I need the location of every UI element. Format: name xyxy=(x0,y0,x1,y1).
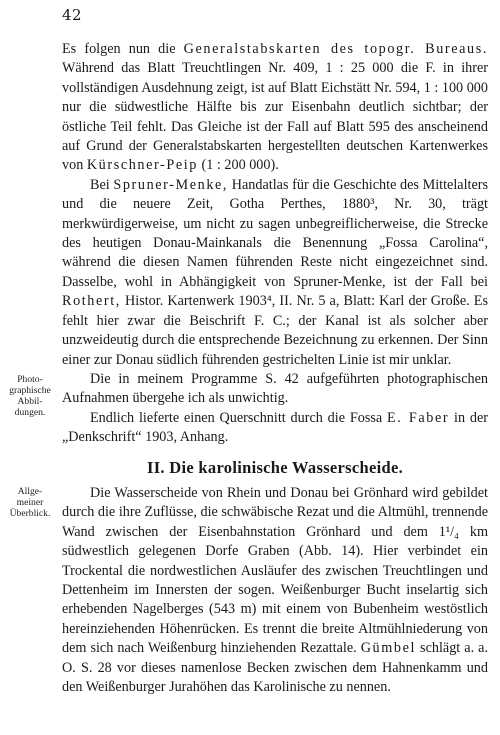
margin-note-line: meiner xyxy=(16,497,44,508)
paragraph-wasserscheide xyxy=(62,484,488,697)
section-heading: II. Die karolinische Wasserscheide. xyxy=(146,457,404,477)
text-run: Die Wasserscheide von Rhein und Donau bei Grönhard wird gebildet durch die ihre Zuflüsse, die schwäbische Rezat und die Altmühl, trennende Wand zwischen der Eisenbahnstation Grönhard und dem 1¹/₄ km südwestlich gelegenen Dorfe Graben (Abb. 14). Hier verbindet ein Trockental die nordwestlichen Ausläufer des zwischen Treuchtlingen und Dettenheim im Innersten der sogen. Weißenburger Bucht inselartig sich erhebenden Nagelberges (543 m) mit einem von Bubenheim westöstlich hereinziehenden Höhenrücken. Es trennt die breite Altmühlniederung von dem sich nach Weißenburg hinziehenden Rezattale. xyxy=(62,484,488,657)
text-run: (1 : 200 000). xyxy=(197,157,279,174)
margin-note-line: Überblick. xyxy=(9,508,51,519)
text-run-spaced: Spruner-Menke, xyxy=(113,176,229,193)
text-run: in der „Denkschrift“ 1903, Anhang. xyxy=(62,409,488,446)
text-run: Während das Blatt Treuchtlingen Nr. 409, 1 : 25 000 die F. in ihrer vollständigen Ausdehnung zeigt, ist auf Blatt Eichstätt Nr. 594, 1 : 100 000 nur die südwestliche Hälfte bis zur Eisenbahn deutlich sichtbar; der östliche Teil fehlt. Das Gleiche ist der Fall auf Blatt 595 des anscheinend auf Grund der Generalstabskarten hergestellten deutschen Kartenwerkes von xyxy=(62,60,488,174)
margin-note-photographs xyxy=(2,374,58,418)
margin-note-line: Photo- xyxy=(17,374,43,385)
text-run-spaced: Gümbel xyxy=(360,640,417,657)
margin-note-line: Abbil- xyxy=(17,396,43,407)
text-run: Es folgen nun die xyxy=(62,41,184,57)
paragraph-querschnitt xyxy=(62,409,488,448)
text-run-spaced: Rothert, xyxy=(62,293,121,310)
body-text xyxy=(62,40,488,697)
text-run: Endlich lieferte einen Querschnitt durch die Fossa xyxy=(90,409,388,426)
text-run-spaced: E. Faber xyxy=(387,409,450,426)
margin-note-line: dungen. xyxy=(14,407,46,418)
paragraph-generalstabskarten xyxy=(62,40,488,176)
paragraph-photographs: Die in meinem Programme S. 42 aufgeführten photographischen Aufnahmen übergehe ich als unwichtig. xyxy=(62,370,488,407)
margin-note-line: Allge- xyxy=(17,486,43,497)
margin-note-line: graphische xyxy=(9,385,51,396)
text-run: Bei xyxy=(90,176,114,193)
text-run-spaced: Kürschner-Peip xyxy=(86,157,198,174)
paragraph-spruner-menke xyxy=(62,176,488,370)
text-run: Histor. Kartenwerk 1903⁴, II. Nr. 5 a, Blatt: Karl der Große. Es fehlt hier zwar die Beischrift F. C.; der Kanal ist als solcher aber unzweideutig durch die entsprechende Bezeichnung zu erkennen. Der Sinn einer zur Donau südlich führenden gestrichelten Linie ist mir unklar. xyxy=(62,293,488,368)
text-run: schlägt a. a. O. S. 28 vor dieses namenlose Becken zwischen dem Hahnenkamm und den Weißenburger Jurahöhen das Karolinische zu nennen. xyxy=(62,640,488,695)
text-run: Handatlas für die Geschichte des Mittelalters und die neuere Zeit, Gotha Perthes, 1880³, Nr. 30, trägt merkwürdigerweise, um nicht zu sagen unbegreiflicherweise, die Strecke des heutigen Donau-Mainkanals die Benennung „Fossa Carolina“, während die diesen Namen führenden Reste nicht eingezeichnet sind. Dasselbe, wohl in Abhängigkeit von Spruner-Menke, ist der Fall bei xyxy=(62,176,489,290)
page-number: 42 xyxy=(62,6,83,24)
text-run-spaced: Generalstabskarten des topogr. Bureaus. xyxy=(183,41,489,57)
margin-note-overview xyxy=(2,486,58,519)
